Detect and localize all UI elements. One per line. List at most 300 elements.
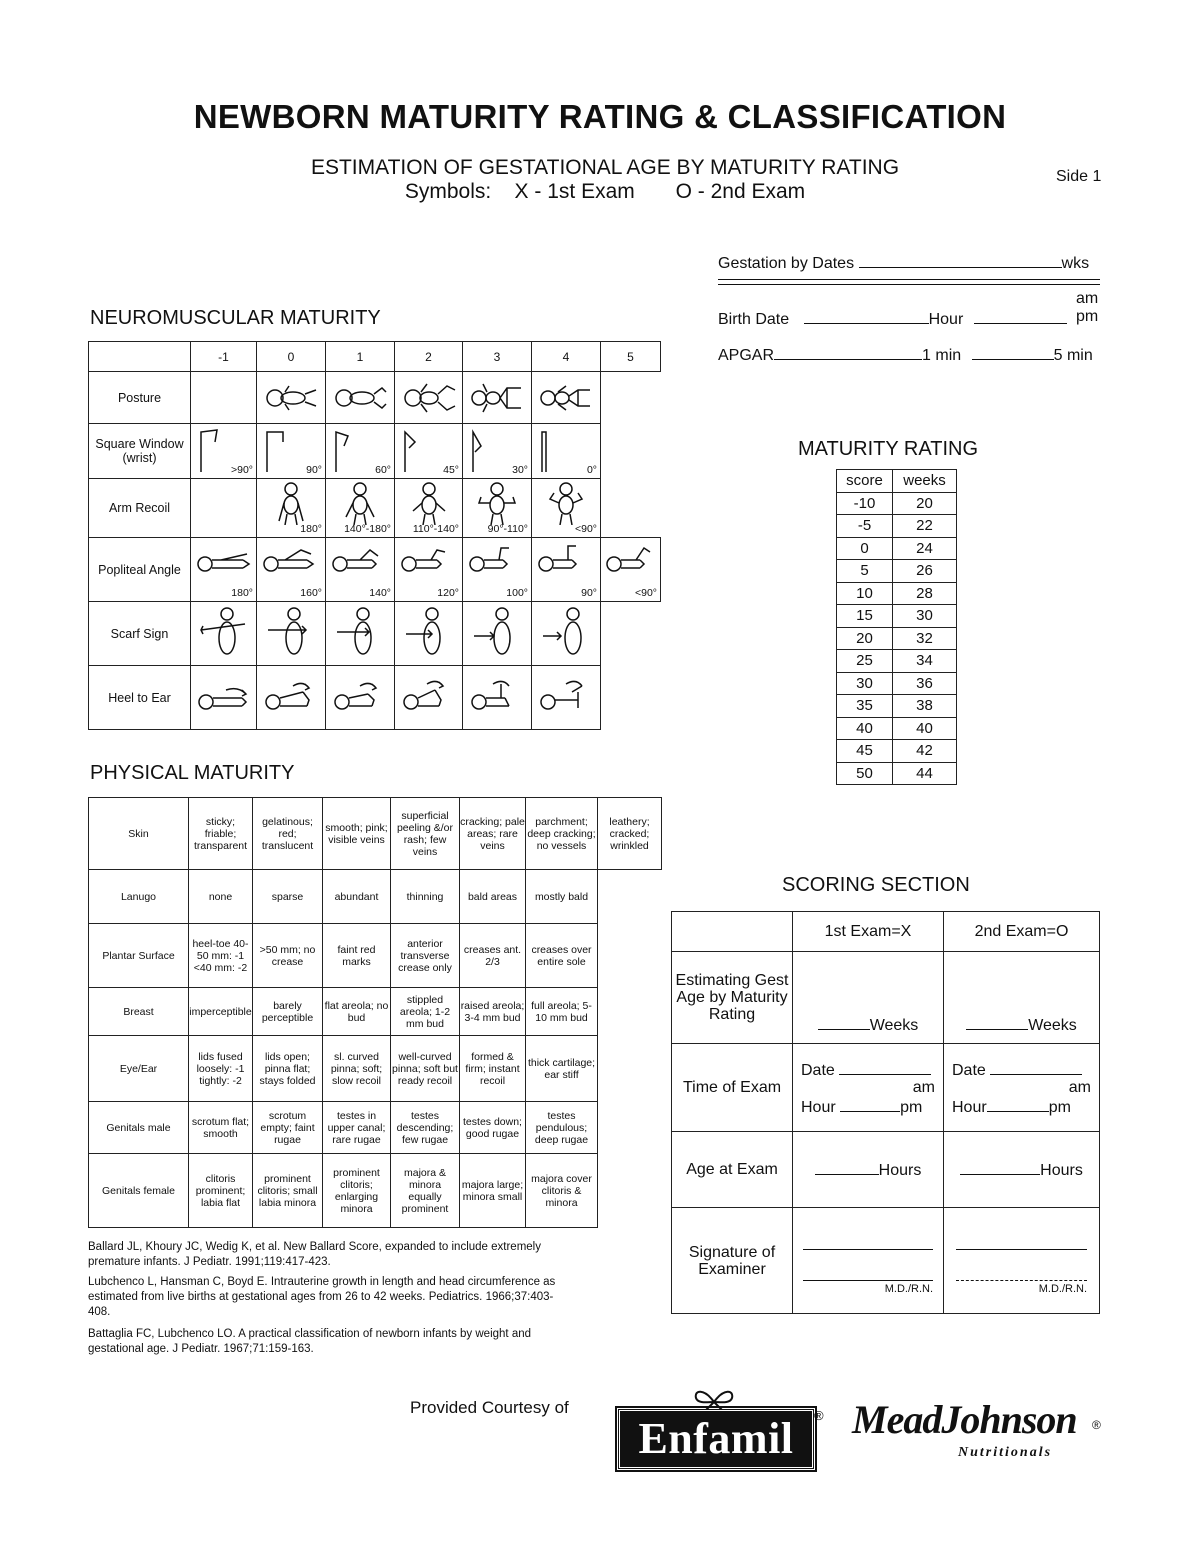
score-value: 25 — [837, 650, 893, 673]
angle-label: >90° — [230, 464, 253, 476]
neuro-cell[interactable] — [532, 372, 601, 424]
neuro-row-scarf — [89, 602, 661, 666]
neuro-row-square-window — [89, 424, 661, 479]
maturity-row — [837, 717, 957, 740]
row-label: Posture — [89, 372, 191, 424]
physical-cell[interactable]: stippled areola; 1-2 mm bud — [391, 988, 460, 1036]
physical-row-skin — [89, 798, 662, 870]
row-label: Genitals female — [89, 1154, 189, 1228]
neuro-cell[interactable] — [326, 372, 395, 424]
physical-cell[interactable]: clitoris prominent; labia flat — [189, 1154, 253, 1228]
neuro-cell[interactable] — [326, 538, 395, 602]
physical-cell[interactable]: abundant — [323, 870, 391, 924]
pm-label: pm — [1076, 308, 1099, 325]
enfamil-logo — [617, 1408, 815, 1470]
divider — [718, 284, 1100, 285]
neuro-cell-empty — [601, 666, 661, 730]
scoring-row-age — [672, 1132, 1100, 1208]
physical-cell[interactable]: raised areola; 3-4 mm bud — [460, 988, 526, 1036]
gestation-row — [718, 252, 1089, 274]
maturity-row — [837, 605, 957, 628]
angle-label: 45° — [443, 464, 459, 476]
physical-cell[interactable]: barely perceptible — [253, 988, 323, 1036]
physical-cell[interactable]: formed & firm; instant recoil — [460, 1036, 526, 1102]
weeks-col-header: weeks — [893, 470, 957, 493]
row-label: Arm Recoil — [89, 479, 191, 538]
weeks-value: 32 — [893, 627, 957, 650]
birth-row — [718, 308, 1067, 330]
scoring-heading: SCORING SECTION — [782, 874, 970, 896]
row-label: Lanugo — [89, 870, 189, 924]
neuro-cell[interactable] — [395, 666, 463, 730]
physical-cell[interactable]: sl. curved pinna; soft; slow recoil — [323, 1036, 391, 1102]
neuro-row-arm-recoil — [89, 479, 661, 538]
age-exam2[interactable] — [944, 1132, 1100, 1208]
maturity-header-row — [837, 470, 957, 493]
courtesy-text: Provided Courtesy of — [410, 1398, 569, 1417]
physical-cell-empty — [598, 870, 662, 924]
estimate-exam2[interactable] — [944, 952, 1100, 1044]
weeks-value: 24 — [893, 537, 957, 560]
neuro-cell[interactable] — [463, 666, 532, 730]
angle-label: 180° — [231, 587, 253, 599]
physical-cell[interactable]: thinning — [391, 870, 460, 924]
score-header: 1 — [326, 342, 395, 372]
weeks-value: 38 — [893, 695, 957, 718]
score-value: 20 — [837, 627, 893, 650]
neuro-cell[interactable] — [601, 538, 661, 602]
physical-cell[interactable]: scrotum empty; faint rugae — [253, 1102, 323, 1154]
am-label: am — [912, 1079, 935, 1096]
neuro-cell-empty — [601, 372, 661, 424]
physical-cell[interactable]: none — [189, 870, 253, 924]
physical-cell[interactable]: gelatinous; red; translucent — [253, 798, 323, 870]
score-value: 5 — [837, 560, 893, 583]
angle-label: 90° — [581, 587, 597, 599]
hour-label: Hour — [801, 1099, 836, 1116]
am-label: am — [1068, 1079, 1091, 1096]
date-input[interactable] — [990, 1059, 1082, 1075]
score-header: -1 — [191, 342, 257, 372]
weeks-value: 40 — [893, 717, 957, 740]
scoring-table — [671, 911, 1100, 1314]
row-label: Breast — [89, 988, 189, 1036]
row-label: Skin — [89, 798, 189, 870]
neuro-cell[interactable] — [257, 424, 326, 479]
physical-cell[interactable]: scrotum flat; smooth — [189, 1102, 253, 1154]
neuro-cell[interactable] — [532, 666, 601, 730]
heel-to-ear-figure-icon — [401, 678, 457, 718]
score-header: 0 — [257, 342, 326, 372]
angle-label: 60° — [375, 464, 391, 476]
maturity-row — [837, 740, 957, 763]
neuro-table — [88, 341, 661, 730]
maturity-row — [837, 492, 957, 515]
physical-cell[interactable]: testes in upper canal; rare rugae — [323, 1102, 391, 1154]
row-label: Eye/Ear — [89, 1036, 189, 1102]
birth-ampm — [1076, 290, 1098, 326]
weeks-value: 34 — [893, 650, 957, 673]
angle-label: 0° — [586, 464, 597, 476]
am-label: am — [1076, 290, 1099, 307]
neuro-row-heel-to-ear — [89, 666, 661, 730]
scarf-sign-figure-icon — [335, 606, 385, 662]
reference-ballard: Ballard JL, Khoury JC, Wedig K, et al. New Ballard Score, expanded to include extremely premature infants. J Pediatr. 1991;119:417-423. — [88, 1241, 541, 1268]
scoring-row-signature — [672, 1208, 1100, 1314]
score-header: 2 — [395, 342, 463, 372]
hour-input[interactable] — [840, 1096, 900, 1112]
physical-cell[interactable]: >50 mm; no crease — [253, 924, 323, 988]
maturity-row — [837, 627, 957, 650]
neuro-cell[interactable] — [257, 372, 326, 424]
hours-input[interactable] — [815, 1159, 879, 1175]
neuro-cell[interactable] — [326, 479, 395, 538]
physical-cell[interactable]: prominent clitoris; small labia minora — [253, 1154, 323, 1228]
neuro-cell[interactable] — [257, 666, 326, 730]
mead-reg-mark: ® — [1092, 1418, 1101, 1432]
neuro-heading: NEUROMUSCULAR MATURITY — [90, 307, 381, 329]
hour-line — [952, 1096, 1091, 1116]
hours-input[interactable] — [960, 1159, 1040, 1175]
neuro-cell[interactable] — [191, 372, 257, 424]
weeks-value: 30 — [893, 605, 957, 628]
hour-label: Hour — [928, 311, 964, 328]
date-line — [801, 1059, 935, 1079]
row-label: Heel to Ear — [89, 666, 191, 730]
row-label: Age at Exam — [672, 1132, 793, 1208]
physical-cell[interactable]: majora cover clitoris & minora — [526, 1154, 598, 1228]
physical-cell[interactable]: full areola; 5-10 mm bud — [526, 988, 598, 1036]
physical-cell[interactable]: heel-toe 40-50 mm: -1 <40 mm: -2 — [189, 924, 253, 988]
weeks-unit: Weeks — [869, 1017, 919, 1034]
maturity-rating-table — [836, 469, 957, 785]
maturity-row — [837, 650, 957, 673]
angle-label: 140° — [369, 587, 391, 599]
neuro-cell-empty — [601, 602, 661, 666]
neuro-row-popliteal — [89, 538, 661, 602]
weeks-value: 36 — [893, 672, 957, 695]
score-value: 50 — [837, 762, 893, 785]
enfamil-wordmark: Enfamil — [638, 1414, 794, 1463]
pm-label: pm — [900, 1099, 923, 1116]
hour-label: Hour — [952, 1099, 987, 1116]
neuro-cell[interactable] — [532, 479, 601, 538]
bow-icon — [690, 1384, 738, 1410]
score-header: 5 — [601, 342, 661, 372]
physical-cell-empty — [598, 988, 662, 1036]
enfamil-reg-mark: ® — [814, 1408, 824, 1423]
neuro-cell[interactable] — [395, 602, 463, 666]
weeks-input[interactable] — [818, 1014, 870, 1030]
physical-cell[interactable]: majora large; minora small — [460, 1154, 526, 1228]
physical-cell[interactable]: prominent clitoris; enlarging minora — [323, 1154, 391, 1228]
weeks-value: 20 — [893, 492, 957, 515]
neuro-cell[interactable] — [463, 538, 532, 602]
subtitle-text: ESTIMATION OF GESTATIONAL AGE BY MATURITY RATING — [310, 156, 900, 179]
popliteal-figure-icon — [330, 544, 388, 580]
weeks-value: 22 — [893, 515, 957, 538]
neuro-cell[interactable] — [463, 602, 532, 666]
angle-label: 100° — [506, 587, 528, 599]
physical-cell[interactable]: bald areas — [460, 870, 526, 924]
score-value: 45 — [837, 740, 893, 763]
neuro-cell[interactable] — [395, 424, 463, 479]
maturity-row — [837, 515, 957, 538]
angle-label: 110°-140° — [412, 523, 459, 535]
popliteal-figure-icon — [467, 544, 525, 580]
row-label: Square Window (wrist) — [89, 424, 191, 479]
row-label: Genitals male — [89, 1102, 189, 1154]
scarf-sign-figure-icon — [199, 606, 249, 662]
birth-date-label: Birth Date — [718, 311, 790, 328]
page-subtitle — [240, 156, 970, 204]
birth-date-input[interactable] — [804, 308, 929, 324]
physical-cell[interactable]: creases over entire sole — [526, 924, 598, 988]
hour-input[interactable] — [987, 1096, 1049, 1112]
apgar-5min-input[interactable] — [972, 344, 1054, 360]
apgar-5min: 5 min — [1053, 347, 1093, 364]
scarf-sign-figure-icon — [404, 606, 454, 662]
posture-figure-icon — [399, 380, 459, 416]
hour-line — [801, 1096, 935, 1116]
posture-figure-icon — [261, 380, 321, 416]
physical-cell[interactable]: well-curved pinna; soft but ready recoil — [391, 1036, 460, 1102]
row-label: Plantar Surface — [89, 924, 189, 988]
physical-cell[interactable]: flat areola; no bud — [323, 988, 391, 1036]
physical-cell[interactable]: superficial peeling &/or rash; few veins — [391, 798, 460, 870]
arm-recoil-figure-icon — [271, 481, 311, 525]
physical-cell[interactable]: imperceptible — [189, 988, 253, 1036]
md-label: M.D./R.N. — [884, 1282, 933, 1295]
pm-label: pm — [1048, 1099, 1071, 1116]
symbols-x: X - 1st Exam — [514, 180, 635, 203]
neuro-cell[interactable] — [191, 602, 257, 666]
scarf-sign-figure-icon — [472, 606, 522, 662]
neuro-cell[interactable] — [326, 424, 395, 479]
arm-recoil-figure-icon — [409, 481, 449, 525]
md-label: M.D./R.N. — [1038, 1282, 1087, 1295]
signature-line[interactable] — [956, 1227, 1087, 1250]
scoring-row-time — [672, 1044, 1100, 1132]
neuro-row-posture — [89, 372, 661, 424]
exam1-header: 1st Exam=X — [793, 912, 944, 952]
physical-cell[interactable]: sticky; friable; transparent — [189, 798, 253, 870]
neuro-cell[interactable] — [257, 479, 326, 538]
physical-row-genitals-female — [89, 1154, 662, 1228]
scoring-row-estimating — [672, 952, 1100, 1044]
neuro-cell-empty — [601, 479, 661, 538]
signature-line[interactable] — [956, 1262, 1087, 1281]
exam2-header: 2nd Exam=O — [944, 912, 1100, 952]
angle-label: 90°-110° — [487, 523, 528, 535]
neuro-cell[interactable] — [326, 602, 395, 666]
maturity-row — [837, 672, 957, 695]
birth-hour-input[interactable] — [974, 308, 1067, 324]
row-label: Estimating Gest Age by Maturity Rating — [672, 952, 793, 1044]
maturity-row — [837, 582, 957, 605]
score-value: 10 — [837, 582, 893, 605]
apgar-row — [718, 344, 1093, 366]
symbols-label: Symbols: — [404, 180, 492, 203]
physical-cell[interactable]: testes descending; few rugae — [391, 1102, 460, 1154]
wrist-angle-icon — [538, 428, 578, 474]
angle-label: <90° — [634, 587, 657, 599]
date-line — [952, 1059, 1091, 1079]
wrist-angle-icon — [401, 428, 441, 474]
side-label: Side 1 — [1056, 168, 1102, 185]
physical-cell[interactable]: lids open; pinna flat; stays folded — [253, 1036, 323, 1102]
neuro-cell[interactable] — [257, 602, 326, 666]
physical-row-breast — [89, 988, 662, 1036]
physical-heading: PHYSICAL MATURITY — [90, 762, 295, 784]
neuro-header-row — [89, 342, 661, 372]
hours-unit: Hours — [878, 1162, 922, 1179]
neuro-cell[interactable] — [532, 424, 601, 479]
posture-figure-icon — [330, 380, 390, 416]
neuro-cell[interactable] — [257, 538, 326, 602]
arm-recoil-figure-icon — [546, 481, 586, 525]
heel-to-ear-figure-icon — [196, 678, 252, 718]
physical-cell[interactable]: majora & minora equally prominent — [391, 1154, 460, 1228]
score-value: -5 — [837, 515, 893, 538]
neuro-cell[interactable] — [191, 666, 257, 730]
scarf-sign-figure-icon — [266, 606, 316, 662]
page-title: NEWBORN MATURITY RATING & CLASSIFICATION — [193, 98, 1007, 135]
time-exam1[interactable] — [793, 1044, 944, 1132]
angle-label: 120° — [437, 587, 459, 599]
score-value: -10 — [837, 492, 893, 515]
physical-cell[interactable]: testes down; good rugae — [460, 1102, 526, 1154]
signature-exam1[interactable] — [793, 1208, 944, 1314]
neuro-cell[interactable] — [395, 372, 463, 424]
neuro-cell[interactable] — [191, 424, 257, 479]
arm-recoil-figure-icon — [477, 481, 517, 525]
neuro-cell-empty — [601, 424, 661, 479]
divider — [718, 279, 1100, 280]
weeks-value: 42 — [893, 740, 957, 763]
neuro-cell[interactable] — [463, 424, 532, 479]
signature-line[interactable] — [803, 1262, 933, 1281]
score-header: 4 — [532, 342, 601, 372]
apgar-1min: 1 min — [922, 347, 962, 364]
weeks-value: 28 — [893, 582, 957, 605]
wrist-angle-icon — [469, 428, 509, 474]
popliteal-figure-icon — [536, 544, 594, 580]
neuro-cell[interactable] — [326, 666, 395, 730]
physical-cell[interactable]: lids fused loosely: -1 tightly: -2 — [189, 1036, 253, 1102]
weeks-value: 26 — [893, 560, 957, 583]
signature-exam2[interactable] — [944, 1208, 1100, 1314]
physical-cell[interactable]: creases ant. 2/3 — [460, 924, 526, 988]
physical-cell-empty — [598, 1102, 662, 1154]
physical-row-plantar — [89, 924, 662, 988]
gestation-unit: wks — [1061, 255, 1090, 272]
scoring-header-row — [672, 912, 1100, 952]
maturity-row — [837, 537, 957, 560]
arm-recoil-figure-icon — [340, 481, 380, 525]
heel-to-ear-figure-icon — [538, 678, 594, 718]
date-input[interactable] — [839, 1059, 931, 1075]
physical-cell[interactable]: thick cartilage; ear stiff — [526, 1036, 598, 1102]
signature-line[interactable] — [803, 1227, 933, 1250]
heel-to-ear-figure-icon — [263, 678, 319, 718]
physical-cell-empty — [598, 1036, 662, 1102]
date-label: Date — [801, 1062, 835, 1079]
apgar-label: APGAR — [718, 347, 775, 364]
scarf-sign-figure-icon — [541, 606, 591, 662]
neuro-cell[interactable] — [395, 538, 463, 602]
hours-unit: Hours — [1040, 1162, 1083, 1179]
angle-label: 30° — [512, 464, 528, 476]
physical-cell[interactable]: anterior transverse crease only — [391, 924, 460, 988]
neuro-cell[interactable] — [532, 602, 601, 666]
angle-label: 160° — [300, 587, 322, 599]
angle-label: 140°-180° — [344, 523, 391, 535]
maturity-rating-heading: MATURITY RATING — [798, 438, 978, 460]
reference-lubchenco: Lubchenco L, Hansman C, Boyd E. Intrauterine growth in length and head circumference as estimated from live births at gestational ages from 26 to 42 weeks. Pediatrics. 1966;37:403-408. — [88, 1276, 556, 1318]
heel-to-ear-figure-icon — [469, 678, 525, 718]
row-label: Scarf Sign — [89, 602, 191, 666]
physical-cell[interactable]: testes pendulous; deep rugae — [526, 1102, 598, 1154]
neuro-cell[interactable] — [463, 479, 532, 538]
row-label: Time of Exam — [672, 1044, 793, 1132]
neuro-cell[interactable] — [532, 538, 601, 602]
nutritionals-wordmark: Nutritionals — [958, 1445, 1053, 1460]
weeks-unit: Weeks — [1028, 1017, 1077, 1034]
neuro-cell[interactable] — [191, 479, 257, 538]
symbols-line — [240, 180, 970, 204]
angle-label: 180° — [300, 523, 322, 535]
popliteal-figure-icon — [195, 544, 253, 580]
physical-cell-empty — [598, 1154, 662, 1228]
score-value: 15 — [837, 605, 893, 628]
gestation-label: Gestation by Dates — [718, 255, 855, 272]
neuro-cell[interactable] — [395, 479, 463, 538]
physical-cell[interactable]: faint red marks — [323, 924, 391, 988]
maturity-row — [837, 762, 957, 785]
score-value: 40 — [837, 717, 893, 740]
physical-cell-empty — [598, 924, 662, 988]
mead-johnson-wordmark: MeadJohnson — [852, 1397, 1077, 1442]
score-header: 3 — [463, 342, 532, 372]
apgar-1min-input[interactable] — [774, 344, 922, 360]
age-exam1[interactable] — [793, 1132, 944, 1208]
popliteal-figure-icon — [604, 544, 658, 580]
weeks-input[interactable] — [966, 1014, 1028, 1030]
score-value: 0 — [837, 537, 893, 560]
physical-cell[interactable]: parchment; deep cracking; no vessels — [526, 798, 598, 870]
popliteal-figure-icon — [399, 544, 457, 580]
time-exam2[interactable] — [944, 1044, 1100, 1132]
physical-cell[interactable]: sparse — [253, 870, 323, 924]
physical-cell[interactable]: cracking; pale areas; rare veins — [460, 798, 526, 870]
gestation-input[interactable] — [859, 252, 1062, 268]
popliteal-figure-icon — [261, 544, 319, 580]
estimate-exam1[interactable] — [793, 952, 944, 1044]
physical-row-eye-ear — [89, 1036, 662, 1102]
neuro-cell[interactable] — [463, 372, 532, 424]
angle-label: <90° — [574, 523, 597, 535]
row-label: Signature of Examiner — [672, 1208, 793, 1314]
heel-to-ear-figure-icon — [332, 678, 388, 718]
neuro-cell[interactable] — [191, 538, 257, 602]
physical-cell[interactable]: mostly bald — [526, 870, 598, 924]
score-value: 30 — [837, 672, 893, 695]
row-label: Popliteal Angle — [89, 538, 191, 602]
physical-cell[interactable]: leathery; cracked; wrinkled — [598, 798, 662, 870]
physical-cell[interactable]: smooth; pink; visible veins — [323, 798, 391, 870]
score-col-header: score — [837, 470, 893, 493]
